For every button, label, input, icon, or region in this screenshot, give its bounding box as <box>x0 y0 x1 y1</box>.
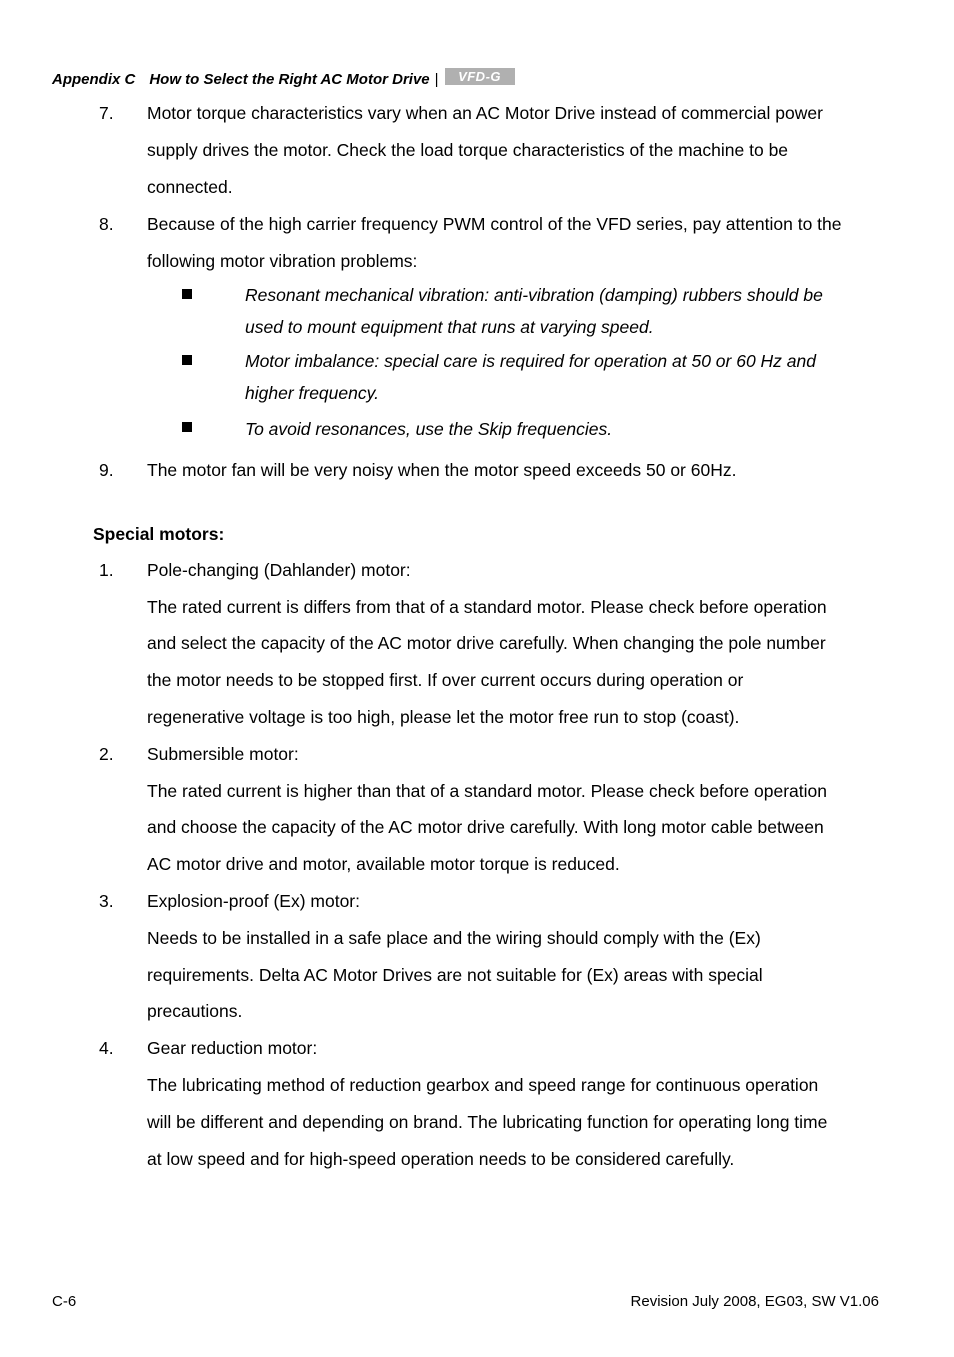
special-item-number: 1. <box>99 560 114 580</box>
special-item-line: will be different and depending on brand. The lubricating function for operating long time <box>147 1112 828 1132</box>
special-item-title: Submersible motor: <box>147 744 299 764</box>
square-bullet-icon <box>182 355 192 365</box>
bullet-text: Resonant mechanical vibration: anti-vibration (damping) rubbers should be <box>245 285 823 305</box>
special-item-line: the motor needs to be stopped first. If over current occurs during operation or <box>147 670 744 690</box>
special-item-number: 4. <box>99 1038 114 1058</box>
special-item-line: AC motor drive and motor, available motor torque is reduced. <box>147 854 620 874</box>
square-bullet-icon <box>182 422 192 432</box>
vfd-g-logo <box>445 68 515 85</box>
logo-text: VFD-G <box>458 69 502 84</box>
item-9-number: 9. <box>99 460 114 480</box>
special-item-line: and select the capacity of the AC motor drive carefully. When changing the pole number <box>147 633 826 653</box>
item-9-text: The motor fan will be very noisy when the motor speed exceeds 50 or 60Hz. <box>147 460 737 480</box>
header-title: How to Select the Right AC Motor Drive <box>149 71 430 88</box>
special-item-line: requirements. Delta AC Motor Drives are not suitable for (Ex) areas with special <box>147 965 763 985</box>
special-item-title: Gear reduction motor: <box>147 1038 318 1058</box>
item-7-line: Motor torque characteristics vary when an AC Motor Drive instead of commercial power <box>147 103 823 123</box>
special-item-number: 3. <box>99 891 114 911</box>
item-7-line: supply drives the motor. Check the load torque characteristics of the machine to be <box>147 140 789 160</box>
square-bullet-icon <box>182 289 192 299</box>
item-8-line: Because of the high carrier frequency PWM control of the VFD series, pay attention to the <box>147 214 842 234</box>
bullet-text: Motor imbalance: special care is required for operation at 50 or 60 Hz and <box>245 351 816 371</box>
bullet-text: used to mount equipment that runs at varying speed. <box>245 317 654 337</box>
special-item-title: Explosion-proof (Ex) motor: <box>147 891 360 911</box>
item-8-number: 8. <box>99 214 114 234</box>
item-7-number: 7. <box>99 103 114 123</box>
item-7-line: connected. <box>147 177 233 197</box>
page-header <box>52 71 515 88</box>
special-item-line: The lubricating method of reduction gearbox and speed range for continuous operation <box>147 1075 819 1095</box>
item-8-line: following motor vibration problems: <box>147 251 418 271</box>
header-chapter: Appendix C <box>52 71 136 88</box>
special-item-line: and choose the capacity of the AC motor drive carefully. With long motor cable between <box>147 817 824 837</box>
bullet-text: To avoid resonances, use the Skip frequencies. <box>245 419 613 439</box>
section-heading: Special motors: <box>93 524 225 544</box>
revision-text: Revision July 2008, EG03, SW V1.06 <box>630 1293 879 1310</box>
special-item-number: 2. <box>99 744 114 764</box>
special-item-line: precautions. <box>147 1001 243 1021</box>
special-item-title: Pole-changing (Dahlander) motor: <box>147 560 411 580</box>
bullet-text: higher frequency. <box>245 383 379 403</box>
page-number: C-6 <box>52 1293 77 1310</box>
special-item-line: Needs to be installed in a safe place and the wiring should comply with the (Ex) <box>147 928 761 948</box>
special-item-line: The rated current is differs from that of a standard motor. Please check before operation <box>147 597 827 617</box>
special-item-line: at low speed and for high-speed operation needs to be considered carefully. <box>147 1149 735 1169</box>
special-item-line: The rated current is higher than that of a standard motor. Please check before operation <box>147 781 827 801</box>
special-item-line: regenerative voltage is too high, please let the motor free run to stop (coast). <box>147 707 740 727</box>
header-separator: | <box>434 71 439 88</box>
